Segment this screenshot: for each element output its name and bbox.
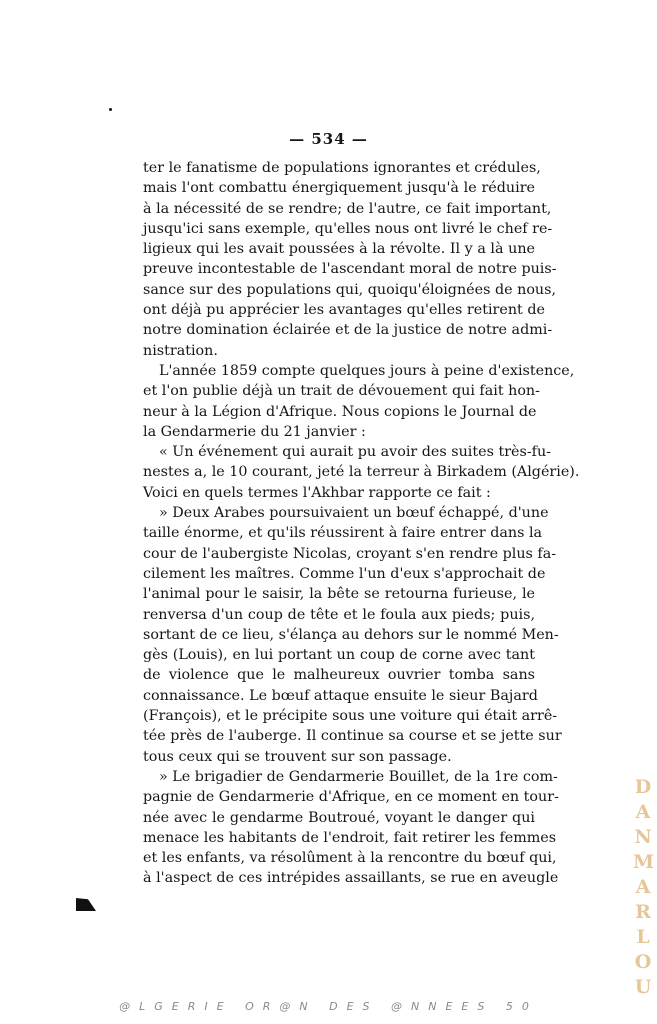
text-line: connaissance. Le bœuf attaque ensuite le sieur Bajard [143,687,538,704]
text-line: cour de l'aubergiste Nicolas, croyant s'en rendre plus fa- [143,545,557,562]
text-line: mais l'ont combattu énergiquement jusqu'à le réduire [143,180,535,197]
text-line: tée près de l'auberge. Il continue sa course et se jette sur [143,728,562,745]
text-line: ter le fanatisme de populations ignorantes et crédules, [143,160,541,176]
text-line: ont déjà pu apprécier les avantages qu'elles retirent de [143,302,545,319]
text-line: (François), et le précipite sous une voiture qui était arrê- [143,708,558,725]
text-line: menace les habitants de l'endroit, fait retirer les femmes [143,829,557,846]
text-line: pagnie de Gendarmerie d'Afrique, en ce moment en tour- [143,789,559,806]
text-line: gès (Louis), en lui portant un coup de corne avec tant [143,647,535,664]
text-line: preuve incontestable de l'ascendant moral de notre puis- [143,261,557,278]
text-line: » Le brigadier de Gendarmerie Bouillet, de la 1re com- [159,768,558,785]
text-line: renversa d'un coup de tête et le foula aux pieds; puis, [143,606,535,623]
text-line: cilement les maîtres. Comme l'un d'eux s'approchait de [143,565,546,582]
text-line: la Gendarmerie du 21 janvier : [143,423,366,440]
text-line: sortant de ce lieu, s'élança au dehors sur le nommé Men- [143,626,559,643]
vertical-watermark: DANMARLOU [633,776,655,998]
text-line: sance sur des populations qui, quoiqu'éloignées de nous, [143,281,557,298]
text-line: neur à la Légion d'Afrique. Nous copions le Journal de [143,403,537,420]
text-line: l'animal pour le saisir, la bête se retourna furieuse, le [143,586,535,603]
text-line: nistration. [143,342,218,359]
page-number: — 534 — [289,130,368,148]
text-line: de violence que le malheureux ouvrier tomba sans [143,667,535,684]
text-line: à l'aspect de ces intrépides assaillants, se rue en aveugle [143,870,559,887]
text-line: Voici en quels termes l'Akhbar rapporte ce fait : [143,484,491,501]
text-line: à la nécessité de se rendre; de l'autre, ce fait important, [143,200,552,217]
text-line: et l'on publie déjà un trait de dévouement qui fait hon- [143,383,540,400]
text-line: notre domination éclairée et de la justice de notre admi- [143,322,553,339]
text-line: tous ceux qui se trouvent sur son passage. [143,748,452,765]
text-line: L'année 1859 compte quelques jours à peine d'existence, [159,362,575,379]
text-line: « Un événement qui aurait pu avoir des suites très-fu- [159,444,552,461]
text-line: nestes a, le 10 courant, jeté la terreur à Birkadem (Algérie). [143,464,580,481]
text-line: et les enfants, va résolûment à la rencontre du bœuf qui, [143,850,557,867]
text-line: jusqu'ici sans exemple, qu'elles nous ont livré le chef re- [143,220,553,237]
text-line: ligieux qui les avait poussées à la révolte. Il y a là une [143,241,535,258]
text-line: née avec le gendarme Boutroué, voyant le danger qui [143,809,535,826]
footer-watermark: @LGERIE OR@N DES @NNEES 50 [119,1000,538,1013]
text-line: taille énorme, et qu'ils réussirent à faire entrer dans la [143,525,543,542]
ink-blot [76,898,96,911]
ink-dot [109,108,112,111]
text-line: » Deux Arabes poursuivaient un bœuf échappé, d'une [159,505,549,522]
body-text [143,158,580,889]
